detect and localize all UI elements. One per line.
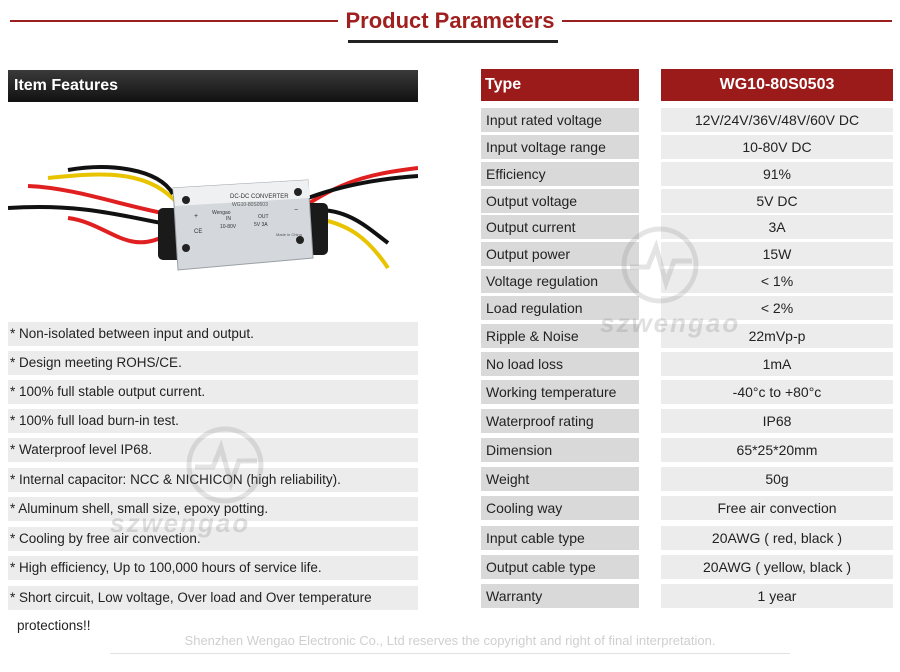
spec-value: 22mVp-p	[661, 324, 893, 348]
header-rule-left	[10, 20, 338, 22]
features-heading: Item Features	[8, 70, 418, 102]
product-image	[8, 108, 418, 318]
label-in: IN	[226, 216, 231, 222]
feature-item: * 100% full stable output current.	[8, 380, 418, 404]
spec-value: 5V DC	[661, 189, 893, 213]
feature-item: * Internal capacitor: NCC & NICHICON (high reliability).	[8, 468, 418, 492]
spec-key: Input voltage range	[481, 135, 639, 159]
spec-key: Cooling way	[481, 496, 639, 520]
watermark-text: szwengao	[110, 508, 251, 538]
spec-key: Dimension	[481, 438, 639, 462]
spec-key: Working temperature	[481, 380, 639, 404]
spec-key: Input rated voltage	[481, 108, 639, 132]
spec-value: 20AWG ( red, black )	[661, 526, 893, 550]
spec-key: Load regulation	[481, 296, 639, 320]
spec-value: 20AWG ( yellow, black )	[661, 555, 893, 579]
spec-value: 50g	[661, 467, 893, 491]
spec-key: Output cable type	[481, 555, 639, 579]
copyright-footer: Shenzhen Wengao Electronic Co., Ltd reserves the copyright and right of final interpretation.	[184, 633, 716, 648]
spec-value: 10-80V DC	[661, 135, 893, 159]
spec-value: 91%	[661, 162, 893, 186]
spec-value: 65*25*20mm	[661, 438, 893, 462]
header-rule-right	[562, 20, 892, 22]
spec-key: Voltage regulation	[481, 269, 639, 293]
feature-item: * Cooling by free air convection.	[8, 527, 418, 551]
spec-value: < 2%	[661, 296, 893, 320]
feature-item: * Short circuit, Low voltage, Over load and Over temperature	[8, 586, 418, 610]
spec-key: Output power	[481, 242, 639, 266]
feature-item: * Waterproof level IP68.	[8, 438, 418, 462]
label-origin: Made in China	[276, 232, 302, 237]
label-minus: −	[294, 207, 299, 214]
spec-key: Waterproof rating	[481, 409, 639, 433]
spec-key: Input cable type	[481, 526, 639, 550]
label-model: WG10-80S0503	[232, 202, 268, 208]
spec-value: 3A	[661, 215, 893, 239]
spec-key: Weight	[481, 467, 639, 491]
label-in-value: 10-80V	[220, 224, 237, 230]
spec-key: Output voltage	[481, 189, 639, 213]
spec-key: Warranty	[481, 584, 639, 608]
spec-header-key: Type	[481, 69, 639, 101]
spec-value: IP68	[661, 409, 893, 433]
feature-item: * Aluminum shell, small size, epoxy potting.	[8, 497, 418, 521]
spec-value: 1mA	[661, 352, 893, 376]
spec-key: No load loss	[481, 352, 639, 376]
spec-key: Output current	[481, 215, 639, 239]
label-ce-mark: CE	[194, 229, 203, 235]
feature-item: * Non-isolated between input and output.	[8, 322, 418, 346]
feature-item-continuation: protections!!	[17, 618, 91, 633]
spec-key: Ripple & Noise	[481, 324, 639, 348]
spec-key: Efficiency	[481, 162, 639, 186]
spec-header-value: WG10-80S0503	[661, 69, 893, 101]
title-underline	[348, 40, 558, 43]
footer-divider	[110, 653, 790, 654]
label-brand: Wengao	[212, 210, 231, 216]
feature-item: * Design meeting ROHS/CE.	[8, 351, 418, 375]
label-out: OUT	[258, 214, 269, 220]
label-title: DC-DC CONVERTER	[230, 194, 289, 200]
spec-value: 15W	[661, 242, 893, 266]
feature-item: * High efficiency, Up to 100,000 hours of service life.	[8, 556, 418, 580]
spec-value: 12V/24V/36V/48V/60V DC	[661, 108, 893, 132]
feature-item: * 100% full load burn-in test.	[8, 409, 418, 433]
spec-value: 1 year	[661, 584, 893, 608]
spec-value: -40°c to +80°c	[661, 380, 893, 404]
label-plus: +	[194, 213, 199, 220]
watermark-text: szwengao	[600, 308, 741, 338]
spec-value: < 1%	[661, 269, 893, 293]
label-out-value: 5V 3A	[254, 222, 268, 228]
page-title: Product Parameters	[345, 8, 555, 33]
spec-value: Free air convection	[661, 496, 893, 520]
